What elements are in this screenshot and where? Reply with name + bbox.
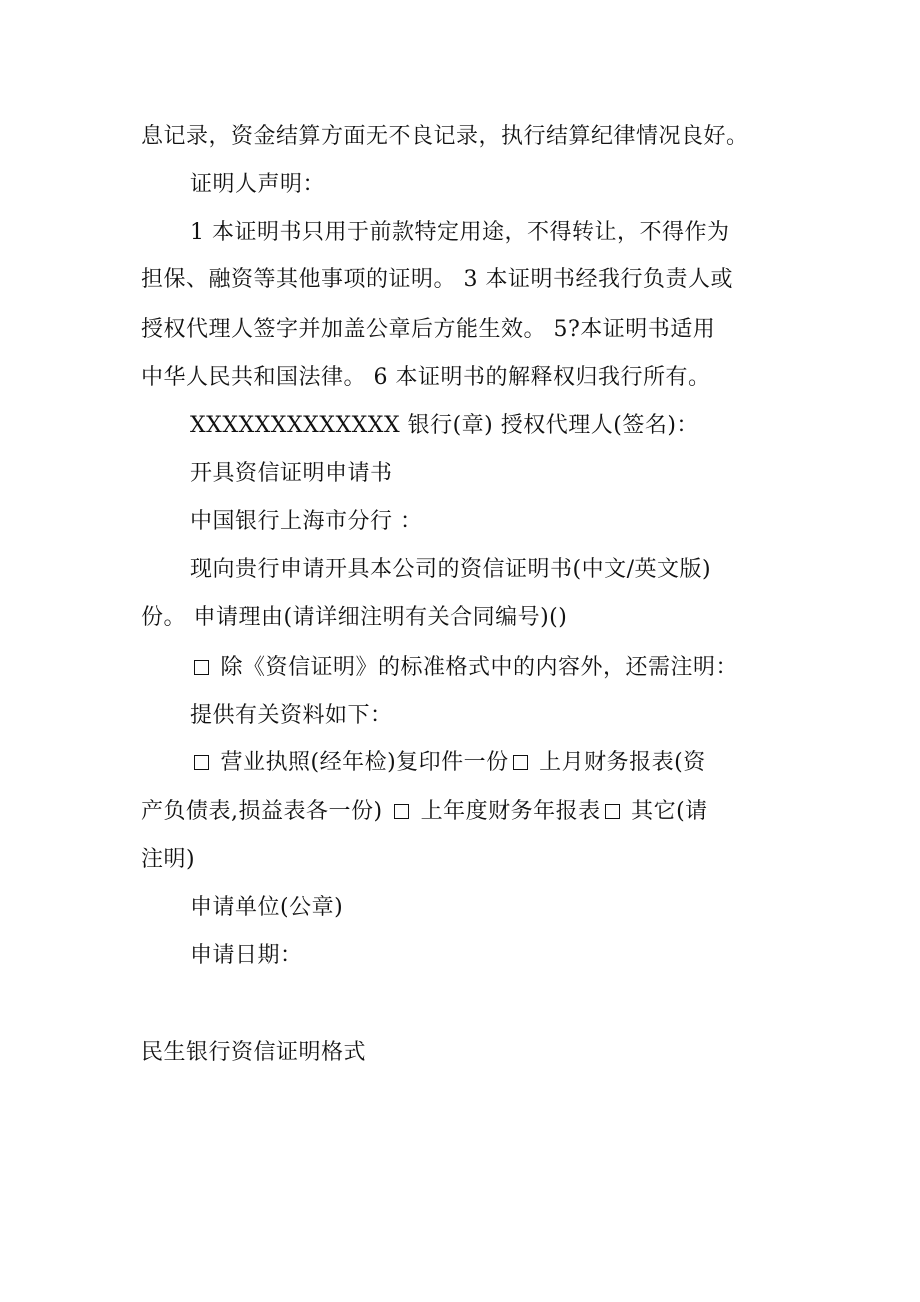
checkbox-extra-note[interactable] <box>194 660 209 675</box>
materials-line-3: 注明) <box>141 847 196 872</box>
signature-line: XXXXXXXXXXXXX 银行(章) 授权代理人(签名)： <box>190 413 699 438</box>
checkbox-business-license[interactable] <box>194 755 209 770</box>
paragraph-continuation: 息记录，资金结算方面无不良记录，执行结算纪律情况良好。 <box>141 124 749 149</box>
addressee: 中国银行上海市分行 ： <box>190 509 423 534</box>
declaration-line-4: 中华人民共和国法律。 6 本证明书的解释权归我行所有。 <box>141 365 711 390</box>
checkbox-other[interactable] <box>605 804 620 819</box>
declaration-heading: 证明人声明： <box>190 172 326 197</box>
declaration-line-2: 担保、融资等其他事项的证明。 3 本证明书经我行负责人或 <box>141 267 733 292</box>
extra-note-text: 除《资信证明》的标准格式中的内容外，还需注明： <box>220 655 739 680</box>
application-date: 申请日期： <box>190 943 303 968</box>
declaration-line-3: 授权代理人签字并加盖公章后方能生效。 5?本证明书适用 <box>141 317 716 342</box>
material-business-license: 营业执照(经年检)复印件一份 <box>220 750 509 775</box>
request-line-2: 份。 申请理由(请详细注明有关合同编号)() <box>141 605 568 630</box>
material-monthly-statements-cont: 产负债表,损益表各一份) <box>141 799 383 824</box>
checkbox-annual-report[interactable] <box>394 804 409 819</box>
extra-note-line <box>190 653 738 683</box>
materials-line-2 <box>141 797 708 827</box>
material-monthly-statements: 上月财务报表(资 <box>539 750 706 775</box>
footer-title: 民生银行资信证明格式 <box>141 1040 367 1065</box>
applicant-unit: 申请单位(公章) <box>190 895 344 920</box>
checkbox-monthly-statements[interactable] <box>513 755 528 770</box>
materials-heading: 提供有关资料如下： <box>190 703 393 728</box>
materials-line-1 <box>190 748 706 778</box>
material-other: 其它(请 <box>631 799 708 824</box>
declaration-line-1: 1 本证明书只用于前款特定用途，不得转让，不得作为 <box>190 220 730 245</box>
request-line-1: 现向贵行申请开具本公司的资信证明书(中文/英文版) <box>190 557 712 582</box>
application-title: 开具资信证明申请书 <box>190 461 393 486</box>
material-annual-report: 上年度财务年报表 <box>420 799 601 824</box>
